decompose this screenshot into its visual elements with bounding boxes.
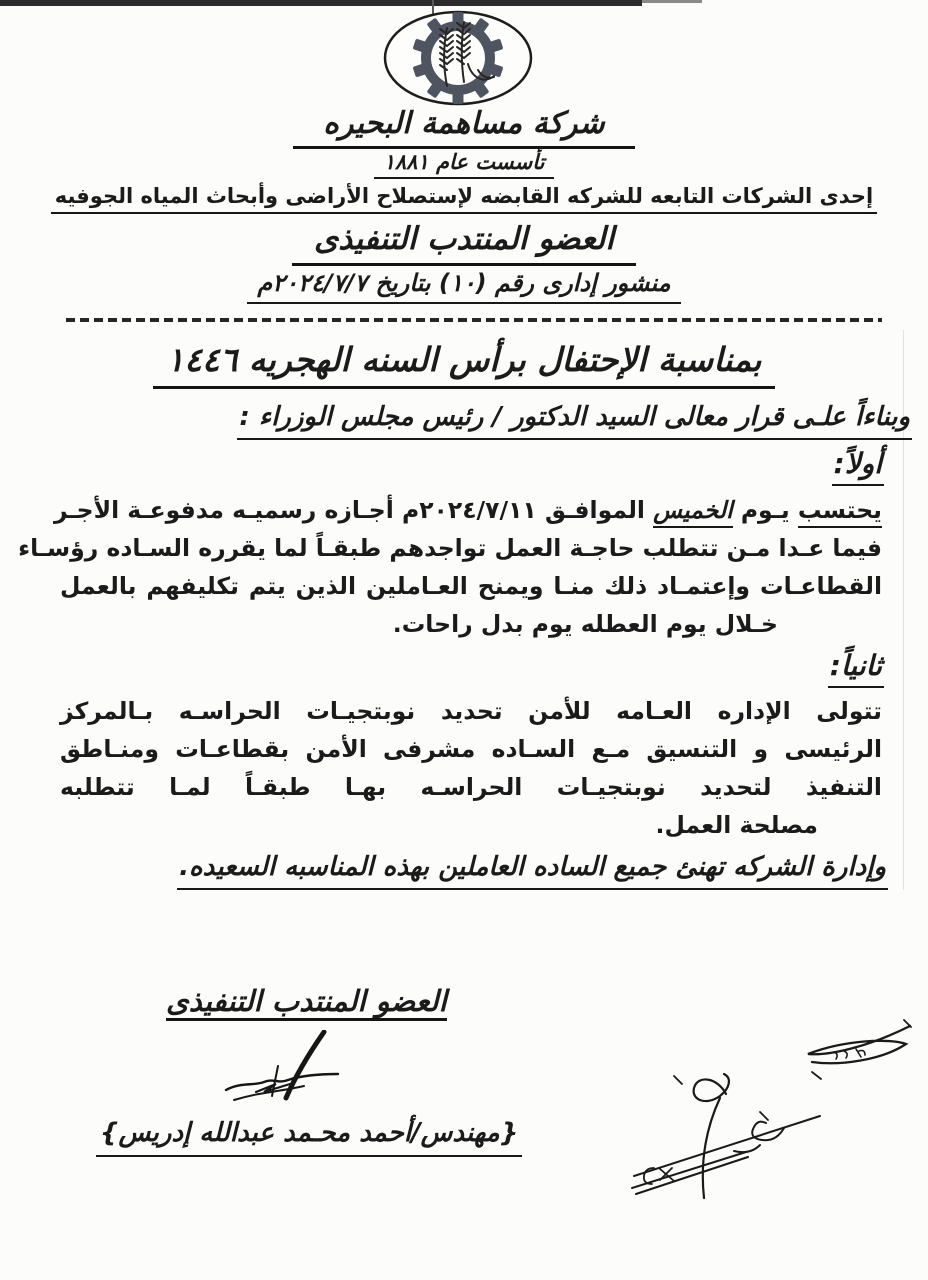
founded-line-text: تأسست عام ١٨٨١ xyxy=(374,150,555,179)
paragraph-text: الموافـق ٢٠٢٤/٧/١١م أجـازه رسميـه مدفوعـة الأجـر xyxy=(53,496,654,524)
second-section-label-text: ثانياً: xyxy=(828,649,884,688)
occasion-title-text: بمناسبة الإحتفال برأس السنه الهجريه ١٤٤٦ xyxy=(153,340,776,389)
signatory-name-text: {مهندس/أحمد محـمد عبدالله إدريس} xyxy=(96,1118,522,1157)
subsidiary-line-text: إحدى الشركات التابعه للشركه القابضه لإستصلاح الأراضى وأبحاث المياه الجوفيه xyxy=(51,184,878,214)
closing-congratulation-line xyxy=(34,852,888,890)
closing-congratulation-text: وإدارة الشركه تهنئ جميع الساده العاملين بهذه المناسبه السعيده. xyxy=(177,852,888,890)
executive-title-text: العضو المنتدب التنفيذى xyxy=(292,221,636,266)
emphasized-word: الخميس xyxy=(653,496,733,528)
handwritten-initials-mark xyxy=(598,1016,928,1231)
circular-number-text: منشور إدارى رقم (١٠) بتاريخ ٢٠٢٤/٧/٧م xyxy=(247,269,680,304)
signature-title xyxy=(166,984,447,1021)
subsidiary-line xyxy=(0,184,928,214)
occasion-title xyxy=(0,340,928,389)
scan-edge-bar xyxy=(0,0,642,6)
first-section-label xyxy=(832,447,884,486)
paragraph-line: تتولى الإداره العـامه للأمن تحديد نوبتجيـات الحراسـه بـالمركز xyxy=(60,697,882,725)
first-section-label-text: أولاً: xyxy=(832,447,884,486)
paragraph-line: فيما عـدا مـن تتطلب حاجـة العمل تواجدهم طبقـاً لما يقرره السـاده رؤسـاء xyxy=(18,534,882,562)
executive-title-heading xyxy=(0,221,928,266)
paragraph-line: القطاعـات وإعتمـاد ذلك منـا ويمنح العـاملين الذين يتم تكليفهم بالعمل xyxy=(60,572,882,600)
emphasized-word: يحتسب xyxy=(798,496,882,528)
signature-title-text: العضو المنتدب التنفيذى xyxy=(166,984,447,1021)
second-paragraph xyxy=(60,692,882,844)
company-name xyxy=(0,106,928,149)
paragraph-line: خـلال يوم العطله يوم بدل راحات. xyxy=(392,610,778,638)
company-logo-gear-wheat-icon xyxy=(380,8,536,108)
basis-line xyxy=(30,402,912,440)
second-section-label xyxy=(828,649,884,688)
paragraph-line xyxy=(53,491,882,529)
company-name-text: شركة مساهمة البحيره xyxy=(293,106,634,149)
signatory-name xyxy=(96,1118,522,1157)
paragraph-line: مصلحة العمل. xyxy=(655,811,818,839)
first-paragraph xyxy=(18,491,882,643)
scan-edge-bar-light xyxy=(642,0,702,3)
basis-line-text: وبناءاً علـى قرار معالى السيد الدكتور / رئيس مجلس الوزراء : xyxy=(237,402,912,440)
paragraph-line: الرئيسى و التنسيق مـع السـاده مشرفى الأمن بقطاعـات ومنـاطق xyxy=(60,735,882,763)
circular-number-line xyxy=(0,269,928,304)
paragraph-line: التنفيذ لتحديد نوبتجيـات الحراسـه بهـا طبقـاً لمـا تتطلبه xyxy=(60,773,882,801)
dashed-separator xyxy=(66,318,882,322)
founded-line xyxy=(0,150,928,179)
paragraph-text: يـوم xyxy=(732,496,798,524)
signature-scribble xyxy=(220,1030,375,1115)
